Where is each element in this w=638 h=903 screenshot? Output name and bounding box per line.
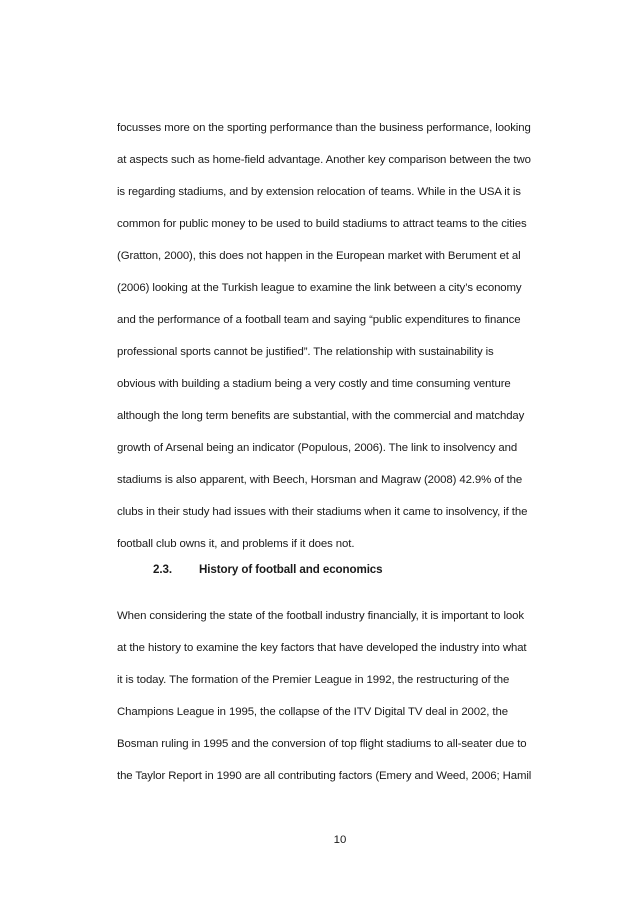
paragraph-1-line: although the long term benefits are substantial, with the commercial and matchday — [117, 410, 525, 422]
paragraph-1-line: is regarding stadiums, and by extension relocation of teams. While in the USA it is — [117, 186, 521, 198]
paragraph-2-line: Bosman ruling in 1995 and the conversion of top flight stadiums to all-seater due to — [117, 738, 527, 750]
paragraph-1-line: common for public money to be used to build stadiums to attract teams to the cities — [117, 218, 527, 230]
paragraph-1-line: at aspects such as home-field advantage. Another key comparison between the two — [117, 154, 531, 166]
paragraph-2-line: at the history to examine the key factors that have developed the industry into what — [117, 642, 527, 654]
paragraph-2-line: When considering the state of the football industry financially, it is important to look — [117, 610, 524, 622]
paragraph-1-line: obvious with building a stadium being a very costly and time consuming venture — [117, 378, 511, 390]
paragraph-1-line: (Gratton, 2000), this does not happen in the European market with Berument et al — [117, 250, 521, 262]
paragraph-2-line: Champions League in 1995, the collapse of the ITV Digital TV deal in 2002, the — [117, 706, 508, 718]
page-number: 10 — [333, 834, 347, 846]
paragraph-1-line: growth of Arsenal being an indicator (Populous, 2006). The link to insolvency and — [117, 442, 518, 454]
paragraph-1-line: stadiums is also apparent, with Beech, Horsman and Magraw (2008) 42.9% of the — [117, 474, 523, 486]
paragraph-1-line: (2006) looking at the Turkish league to examine the link between a city’s economy — [117, 282, 522, 294]
section-title: History of football and economics — [199, 563, 383, 576]
paragraph-1-line: and the performance of a football team and saying “public expenditures to finance — [117, 314, 521, 326]
paragraph-1-line: football club owns it, and problems if it does not. — [117, 538, 355, 550]
section-number: 2.3. — [153, 563, 172, 576]
paragraph-2-line: it is today. The formation of the Premier League in 1992, the restructuring of the — [117, 674, 510, 686]
paragraph-2-line: the Taylor Report in 1990 are all contributing factors (Emery and Weed, 2006; Hamil — [117, 770, 532, 782]
paragraph-1-line: focusses more on the sporting performance than the business performance, looking — [117, 122, 531, 134]
paragraph-1-line: clubs in their study had issues with their stadiums when it came to insolvency, if the — [117, 506, 528, 518]
section-heading — [153, 563, 383, 576]
paragraph-1-line: professional sports cannot be justified”. The relationship with sustainability is — [117, 346, 494, 358]
